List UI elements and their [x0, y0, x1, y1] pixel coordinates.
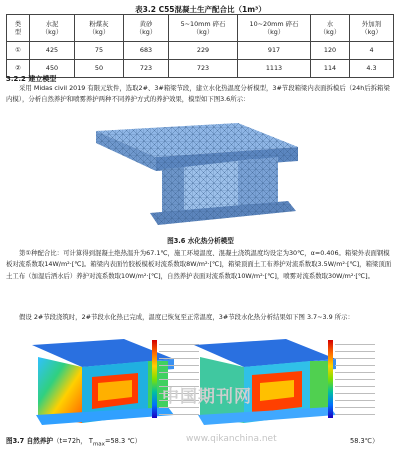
- header-type: 类 型: [7, 15, 30, 42]
- table-row: [7, 42, 394, 60]
- table-cell: 50: [75, 60, 124, 78]
- box-girder-mesh: [96, 123, 298, 225]
- header-gravel-large: 10~20mm 碎石 （kg）: [238, 15, 311, 42]
- paragraph-model: 采用 Midas civil 2019 有限元软件，选取2#、3#箱梁节段，建立水化热温度分析模型，3#节段箱梁内表面拆模后（24h后拆箱梁内模），分析自然养护和喷雾养护两种不同养护方式的养护效果，模型如下图3.6所示：: [6, 84, 390, 104]
- table-header-row: [7, 15, 394, 42]
- table-cell: ②: [7, 60, 30, 78]
- table-cell: 120: [311, 42, 350, 60]
- figure-caption: 图3.6 水化热分析模型: [167, 237, 234, 245]
- table-cell: ①: [7, 42, 30, 60]
- fe-model-figure: [88, 113, 303, 231]
- table-cell: 425: [30, 42, 75, 60]
- table-cell: 723: [124, 60, 169, 78]
- watermark-url: www.qikanchina.net: [186, 434, 277, 444]
- temperature-legend: [328, 340, 372, 418]
- watermark-text: 中国期刊网: [162, 387, 252, 407]
- table-row: [7, 60, 394, 78]
- table-cell: 450: [30, 60, 75, 78]
- contour-spray-curing: [190, 337, 340, 425]
- header-gravel-small: 5~10mm 碎石 （kg）: [169, 15, 238, 42]
- legend-colorbar: [328, 340, 333, 418]
- paragraph-parameters: 第①种配合比：可计算得到混凝土绝热温升为67.1℃，施工环境温度、混凝土浇筑温度均设定为30℃，α=0.406。箱梁外表面钢模板对流系数取14W/m²·[℃]。箱梁内表面竹胶板模板对流系数取8W/m²·[℃]，箱梁顶面土工布养护对流系数取3.5W/m²·[℃]，箱梁顶面土工布（加湿后洒水后）养护对流系数取10W/m²·[℃]，自然养护表面对流系数取10W/m²·[℃]，喷雾对流系数取30W/m²·[℃]。: [6, 249, 392, 280]
- table-cell: 723: [169, 60, 238, 78]
- section-heading: 3.2.2 建立模型: [6, 75, 57, 83]
- table-caption: 表3.2 C55混凝土生产配合比（1m³）: [135, 5, 266, 14]
- table-cell: 1113: [238, 60, 311, 78]
- paragraph-results: 假设 2#节段浇筑时，2#节段水化热已完成，温度已恢复至正常温度，3#节段水化热分析结果如下图 3.7~3.9 所示：: [19, 313, 354, 321]
- table-cell: 917: [238, 42, 311, 60]
- table-cell: 75: [75, 42, 124, 60]
- legend-colorbar: [152, 340, 157, 418]
- header-water: 水 （kg）: [311, 15, 350, 42]
- table-cell: 114: [311, 60, 350, 78]
- caption-tail: 58.3℃）: [350, 437, 379, 445]
- header-flyash: 粉煤灰 （kg）: [75, 15, 124, 42]
- table-cell: 4: [350, 42, 394, 60]
- header-admixture: 外加剂 （kg）: [350, 15, 394, 42]
- header-sand: 黄砂 （kg）: [124, 15, 169, 42]
- table-cell: 683: [124, 42, 169, 60]
- header-cement: 水泥 （kg）: [30, 15, 75, 42]
- table-cell: 4.3: [350, 60, 394, 78]
- mix-proportion-table: [6, 14, 394, 78]
- table-cell: 229: [169, 42, 238, 60]
- figure-caption: 图3.7 自然养护（t=72h， $T_{max}=58.3$ ℃）: [6, 437, 142, 448]
